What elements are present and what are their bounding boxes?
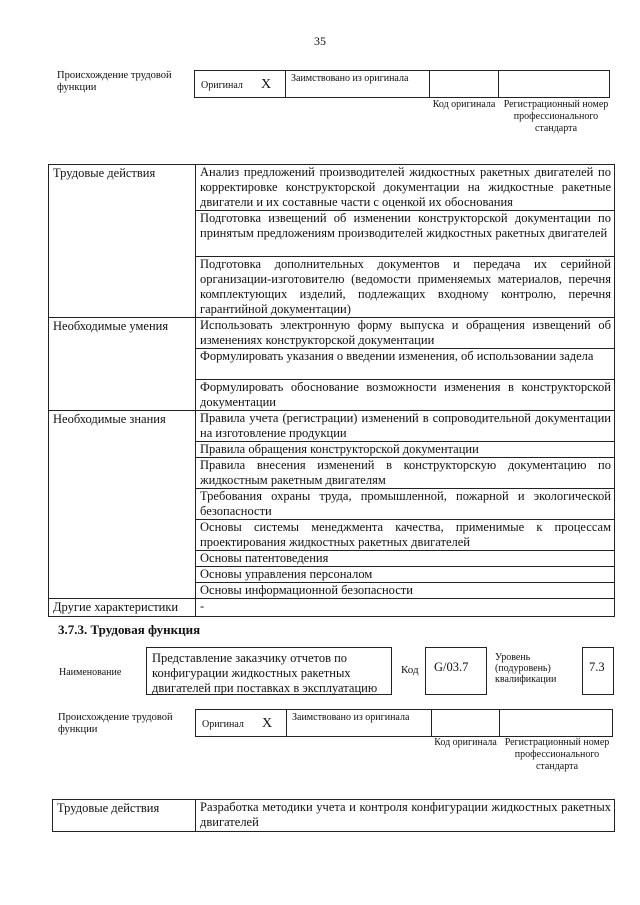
table-cell: Основы управления персоналом — [196, 567, 615, 583]
table-cell: Основы информационной безопасности — [196, 583, 615, 599]
table-cell: Формулировать обоснование возможности изменения в конструкторской документации — [196, 380, 615, 411]
level-value-box: 7.3 — [582, 647, 614, 695]
table-cell: Разработка методики учета и контроля конфигурации жидкостных ракетных двигателей — [196, 800, 615, 832]
table-cell: Правила учета (регистрации) изменений в сопроводительной документации на изготовление продукции — [196, 411, 615, 442]
original-label: Оригинал — [201, 80, 243, 91]
labor-function-table — [48, 164, 615, 617]
table-row — [53, 800, 615, 832]
row-label: Необходимые умения — [49, 318, 196, 411]
registration-caption: Регистрационный номер профессионального стандарта — [503, 99, 609, 134]
original-mark: X — [262, 716, 273, 731]
table-row — [49, 599, 615, 617]
table-cell: Правила внесения изменений в конструкторскую документацию по жидкостным ракетным двигателям — [196, 458, 615, 489]
original-code-cell — [431, 709, 500, 737]
original-cell — [195, 709, 287, 737]
registration-number-cell — [499, 709, 613, 737]
table-cell: Требования охраны труда, промышленной, пожарной и экологической безопасности — [196, 489, 615, 520]
function-name-box: Представление заказчику отчетов по конфигурации жидкостных ракетных двигателей при поставках в эксплуатацию — [146, 647, 392, 695]
row-label: Трудовые действия — [53, 800, 196, 832]
section-title: 3.7.3. Трудовая функция — [58, 622, 201, 637]
function-code-box: G/03.7 — [425, 647, 487, 695]
table-cell: Основы патентоведения — [196, 551, 615, 567]
origin-label: Происхождение трудовой функции — [58, 712, 173, 735]
name-label: Наименование — [59, 667, 122, 678]
table-cell: Подготовка извещений об изменении конструкторской документации по принятым предложениям производителей жидкостных ракетных двигателей — [196, 211, 615, 257]
row-label: Другие характеристики — [49, 599, 196, 617]
table-row — [49, 165, 615, 211]
code-caption: Код оригинала — [432, 99, 496, 110]
level-label: Уровень (подуровень) квалификации — [495, 652, 557, 685]
table-cell: Анализ предложений производителей жидкостных ракетных двигателей по корректировке конструкторской документации на жидкостные ракетные двигатели и их составные части с оценкой их обоснования — [196, 165, 615, 211]
borrowed-cell: Заимствовано из оригинала — [286, 709, 432, 737]
registration-number-cell — [498, 70, 610, 98]
row-label: Трудовые действия — [49, 165, 196, 318]
origin-label: Происхождение трудовой функции — [57, 70, 172, 93]
code-label: Код — [401, 664, 419, 676]
original-label: Оригинал — [202, 719, 244, 730]
table-cell: Подготовка дополнительных документов и передача их серийной организации-изготовителю (ведомости применяемых материалов, перечня комплектующих изделий, подлежащих входному контролю, перечня гарантийной документации) — [196, 257, 615, 318]
code-caption: Код оригинала — [434, 737, 497, 748]
original-code-cell — [429, 70, 499, 98]
original-mark: X — [261, 77, 272, 92]
table-cell: Формулировать указания о введении изменения, об использовании задела — [196, 349, 615, 380]
table-row — [49, 318, 615, 349]
table-row — [49, 411, 615, 442]
row-label: Необходимые знания — [49, 411, 196, 599]
table-cell: Основы системы менеджмента качества, применимые к процессам проектирования жидкостных ракетных двигателей — [196, 520, 615, 551]
page-number: 35 — [314, 34, 326, 48]
original-cell — [194, 70, 286, 98]
registration-caption: Регистрационный номер профессионального стандарта — [504, 737, 610, 772]
table-cell: - — [196, 599, 615, 617]
labor-actions-table — [52, 799, 615, 832]
borrowed-cell: Заимствовано из оригинала — [285, 70, 430, 98]
table-cell: Использовать электронную форму выпуска и обращения извещений об изменениях конструкторской документации — [196, 318, 615, 349]
table-cell: Правила обращения конструкторской документации — [196, 442, 615, 458]
